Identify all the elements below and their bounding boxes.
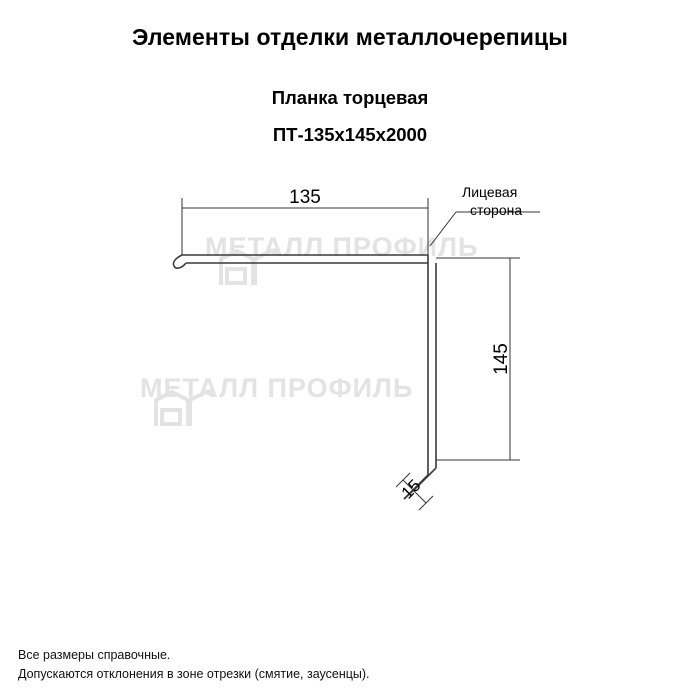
- page-title: Элементы отделки металлочерепицы: [131, 24, 568, 50]
- watermark-text-bottom: МЕТАЛЛ ПРОФИЛЬ: [140, 373, 414, 403]
- footer-note-1: Все размеры справочные.: [18, 648, 171, 662]
- product-name: Планка торцевая: [271, 87, 429, 108]
- watermark-text-top: МЕТАЛЛ ПРОФИЛЬ: [205, 232, 479, 262]
- profile-outline: [173, 255, 436, 499]
- width-label: 135: [289, 187, 321, 208]
- product-code: ПТ-135х145х2000: [272, 124, 428, 145]
- flange-label: 15: [397, 475, 425, 503]
- height-label: 145: [491, 343, 512, 375]
- front-side-label-line1: Лицевая: [462, 184, 518, 200]
- front-side-label-line2: сторона: [470, 202, 523, 218]
- footer-note-2: Допускаются отклонения в зоне отрезки (смятие, заусенцы).: [18, 667, 370, 681]
- footer-notes: [18, 646, 370, 684]
- technical-drawing: [0, 150, 700, 550]
